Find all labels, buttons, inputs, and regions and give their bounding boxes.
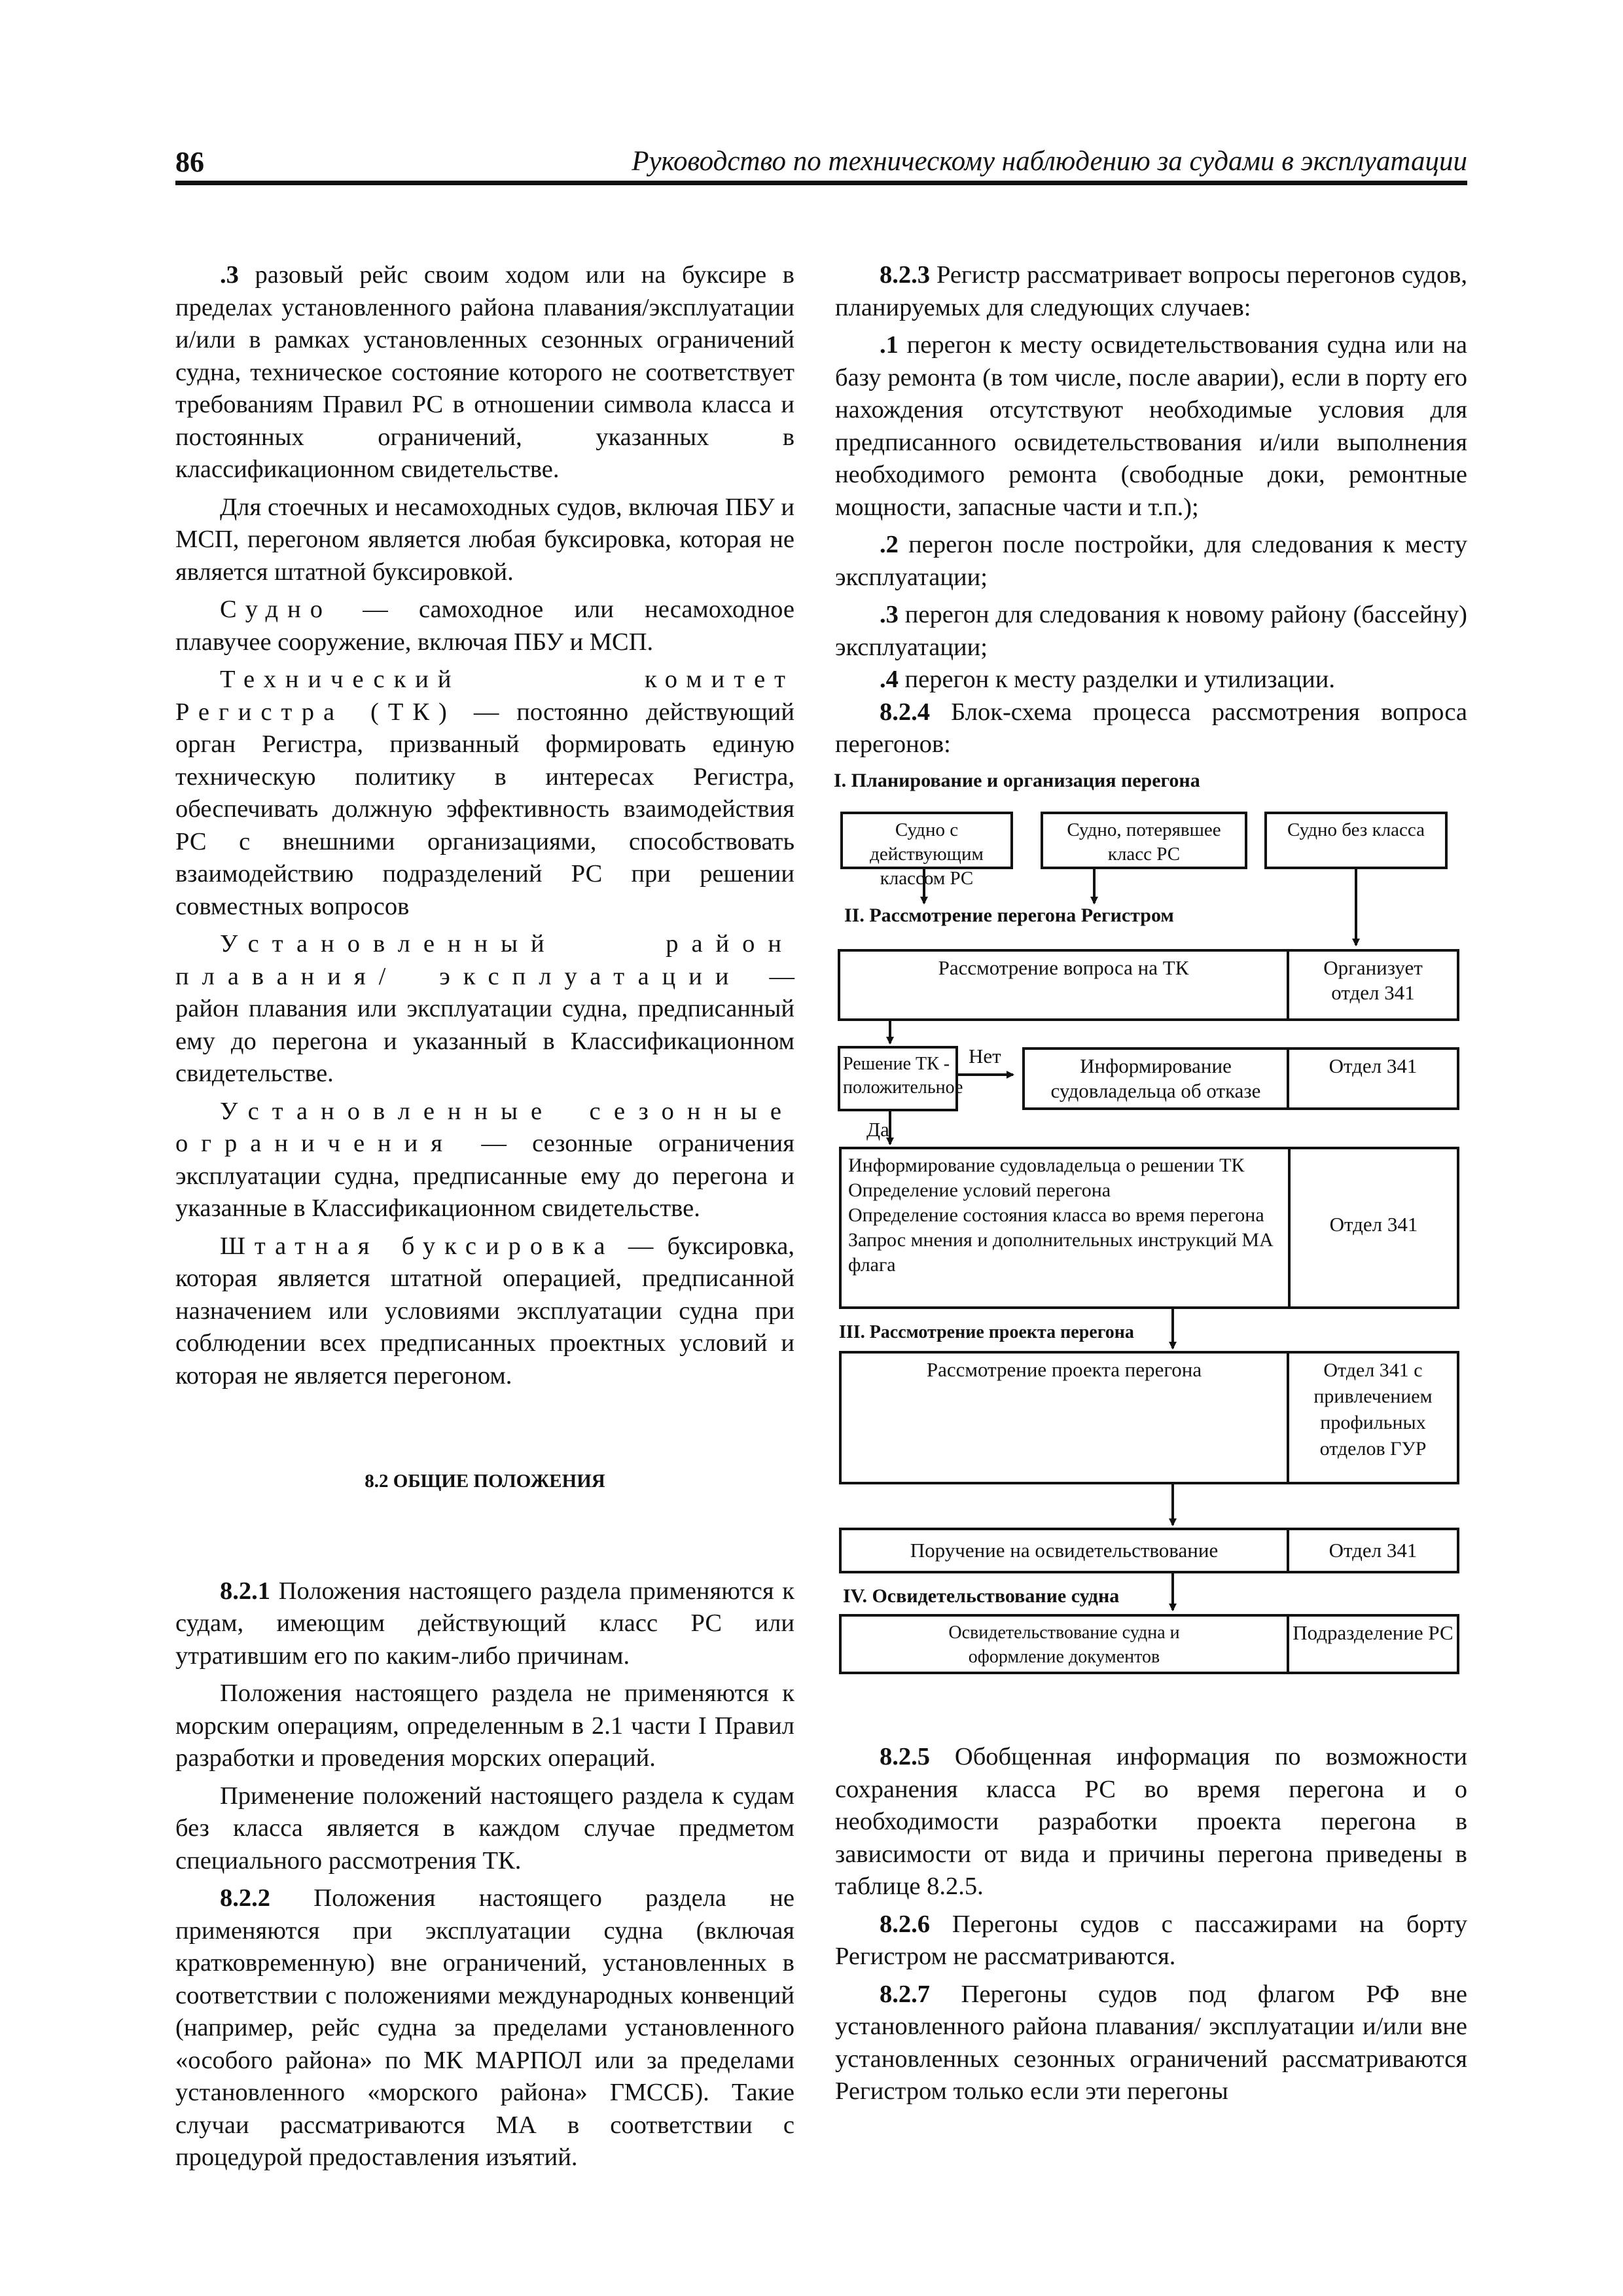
tk-review-org-box: Организует отдел 341: [1287, 949, 1459, 1021]
survey-order-box: Поручение на освидетельствование: [839, 1528, 1289, 1573]
action-item: Определение состояния класса во время перегона: [848, 1204, 1264, 1226]
paragraph: [835, 696, 1467, 761]
stage-1-heading: I. Планирование и организация перегона: [834, 770, 1200, 791]
tk-review-box: Рассмотрение вопроса на ТК: [838, 949, 1289, 1021]
vessel-lost-class-box: Судно, потерявшее класс РС: [1041, 812, 1247, 869]
list-item: [835, 529, 1467, 594]
running-title: Руководство по техническому наблюдению за судами в эксплуатации: [632, 146, 1467, 177]
paragraph-text: Регистр рассматривает вопросы перегонов судов, планируемых для следующих случаев:: [835, 261, 1467, 321]
clause-number: 8.2.5: [880, 1743, 930, 1770]
item-number: .3: [220, 261, 239, 289]
paragraph: [835, 1909, 1467, 1973]
project-review-box: Рассмотрение проекта перегона: [839, 1351, 1289, 1484]
paragraph-text: Блок-схема процесса рассмотрения вопроса перегонов:: [835, 698, 1467, 758]
definition-text: — постоянно действующий орган Регистра, призванный формировать единую техническую политику в интересах Регистра, обеспечивать должную эффективность взаимодействия РС с внешними организациями, способствовать взаимодействию подразделений РС при решении совместных вопросов: [175, 698, 795, 920]
vessel-active-class-box: Судно с действующим классом РС: [840, 812, 1013, 869]
paragraph-text: разовый рейс своим ходом или на буксире в пределах установленного района плавания/эксплуатации и/или в рамках установленных сезонных ограничений судна, техническое состояние которого не соответствует требованиям Правил РС в отношении символа класса и постоянных ограничений, указанных в классификационном свидетельстве.: [175, 261, 794, 483]
section-heading: 8.2 ОБЩИЕ ПОЛОЖЕНИЯ: [365, 1471, 605, 1492]
action-item: Определение условий перегона: [848, 1179, 1111, 1201]
item-text: перегон после постройки, для следования к месту эксплуатации;: [835, 531, 1467, 591]
survey-org-box: Подразделение РС: [1287, 1614, 1459, 1674]
definition: [175, 664, 794, 923]
paragraph: [175, 1575, 794, 1673]
page-number: 86: [175, 146, 204, 178]
yes-label: Да: [866, 1118, 889, 1141]
definition-term: Судно: [220, 596, 332, 623]
vessel-no-class-box: Судно без класса: [1264, 812, 1448, 869]
actions-box: [839, 1147, 1291, 1309]
stage-2-heading: II. Рассмотрение перегона Регистром: [844, 905, 1174, 926]
item-number: .2: [880, 531, 899, 558]
paragraph: [835, 1741, 1467, 1903]
paragraph: [835, 259, 1467, 324]
list-item: [835, 329, 1467, 524]
clause-number: 8.2.3: [880, 261, 930, 289]
definition-term: Технический комитет Регистра (ТК): [175, 666, 794, 726]
action-item: Информирование судовладельца о решении ТК: [848, 1155, 1245, 1176]
clause-number: 8.2.6: [880, 1910, 930, 1938]
paragraph-text: Перегоны судов с пассажирами на борту Регистром не рассматриваются.: [835, 1910, 1467, 1970]
item-text: перегон для следования к новому району (бассейну) эксплуатации;: [835, 601, 1467, 661]
stage-3-heading: III. Рассмотрение проекта перегона: [839, 1322, 1134, 1342]
tk-decision-box: Решение ТК - положительное: [838, 1046, 958, 1111]
paragraph: Положения настоящего раздела не применяются к морским операциям, определенным в 2.1 части I Правил разработки и проведения морских операций.: [175, 1679, 794, 1772]
survey-order-org-box: Отдел 341: [1287, 1528, 1459, 1573]
paragraph-text: Положения настоящего раздела применяются к судам, имеющим действующий класс РС или утратившим его по каким-либо причинам.: [175, 1577, 794, 1670]
definition: [175, 1096, 794, 1225]
list-item: [835, 599, 1467, 664]
list-item: [835, 664, 1467, 696]
definition-text: — сезонные ограничения эксплуатации судна, предписанные ему до перегона и указанные в Классификационном свидетельстве.: [175, 1130, 794, 1222]
paragraph: [175, 1882, 794, 2174]
definition-text: — самоходное или несамоходное плавучее сооружение, включая ПБУ и МСП.: [175, 596, 794, 656]
header-rule: [175, 181, 1467, 185]
clause-number: 8.2.7: [880, 1980, 930, 2008]
right-column-top: [835, 259, 1467, 761]
definition-term: Штатная буксировка: [220, 1232, 615, 1260]
definition-text: — буксировка, которая является штатной операцией, предписанной назначением или условиями эксплуатации судна при соблюдении всех предписанных проектных условий и которая не является перегоном.: [175, 1232, 795, 1390]
right-column-bottom: [835, 1741, 1467, 2108]
definition: [175, 594, 794, 658]
inform-refusal-org-box: Отдел 341: [1287, 1047, 1459, 1110]
no-label: Нет: [969, 1045, 1001, 1067]
clause-number: 8.2.2: [220, 1884, 270, 1912]
item-number: .3: [880, 601, 899, 628]
actions-org-box: Отдел 341: [1288, 1147, 1459, 1309]
definition: [175, 928, 794, 1090]
paragraph: [175, 259, 794, 486]
definition-term: Установленные сезонные ограничения: [175, 1097, 794, 1157]
item-number: .4: [880, 666, 899, 693]
definition-term: Установленный район плавания/ эксплуатации: [175, 930, 794, 990]
item-number: .1: [880, 331, 899, 359]
paragraph-text: Положения настоящего раздела не применяются при эксплуатации судна (включая кратковременную) вне ограничений, установленных в соответствии с положениями международных конвенций (например, рейс судна за пределами установленного «особого района» по МК МАРПОЛ или за пределами установленного «морского района» ГМССБ). Такие случаи рассматриваются МА в соответствии с процедурой предоставления изъятий.: [175, 1884, 794, 2171]
item-text: перегон к месту разделки и утилизации.: [898, 666, 1335, 693]
left-column: [175, 259, 794, 2174]
stage-4-heading: IV. Освидетельствование судна: [843, 1585, 1120, 1607]
project-review-org-box: Отдел 341 с привлечением профильных отделов ГУР: [1287, 1351, 1459, 1484]
paragraph: Для стоечных и несамоходных судов, включая ПБУ и МСП, перегоном является любая буксировка, которая не является штатной буксировкой.: [175, 493, 794, 586]
clause-number: 8.2.1: [220, 1577, 270, 1605]
inform-refusal-box: Информирование судовладельца об отказе: [1022, 1047, 1289, 1110]
paragraph-text: Обобщенная информация по возможности сохранения класса РС во время перегона и о необходимости разработки проекта перегона в зависимости от вида и причины перегона приведены в таблице 8.2.5.: [835, 1743, 1467, 1900]
definition-text: — район плавания или эксплуатации судна, предписанный ему до перегона и указанный в Классификационном свидетельстве.: [175, 962, 795, 1087]
flowchart: [832, 759, 1474, 1676]
item-text: перегон к месту освидетельствования судна или на базу ремонта (в том числе, после аварии), если в порту его нахождения отсутствуют необходимые условия для предписанного освидетельствования и/или выполнения необходимого ремонта (свободные доки, ремонтные мощности, запасные части и т.п.);: [835, 331, 1467, 521]
survey-box: Освидетельствование судна и оформление документов: [839, 1614, 1289, 1674]
paragraph: [835, 1979, 1467, 2108]
definition: [175, 1230, 794, 1393]
action-item: Запрос мнения и дополнительных инструкций МА флага: [848, 1229, 1274, 1276]
clause-number: 8.2.4: [880, 698, 930, 726]
paragraph-text: Перегоны судов под флагом РФ вне установленного района плавания/ эксплуатации и/или вне установленных сезонных ограничений рассматриваются Регистром только если эти перегоны: [835, 1980, 1467, 2105]
paragraph: Применение положений настоящего раздела к судам без класса является в каждом случае предметом специального рассмотрения ТК.: [175, 1782, 794, 1874]
